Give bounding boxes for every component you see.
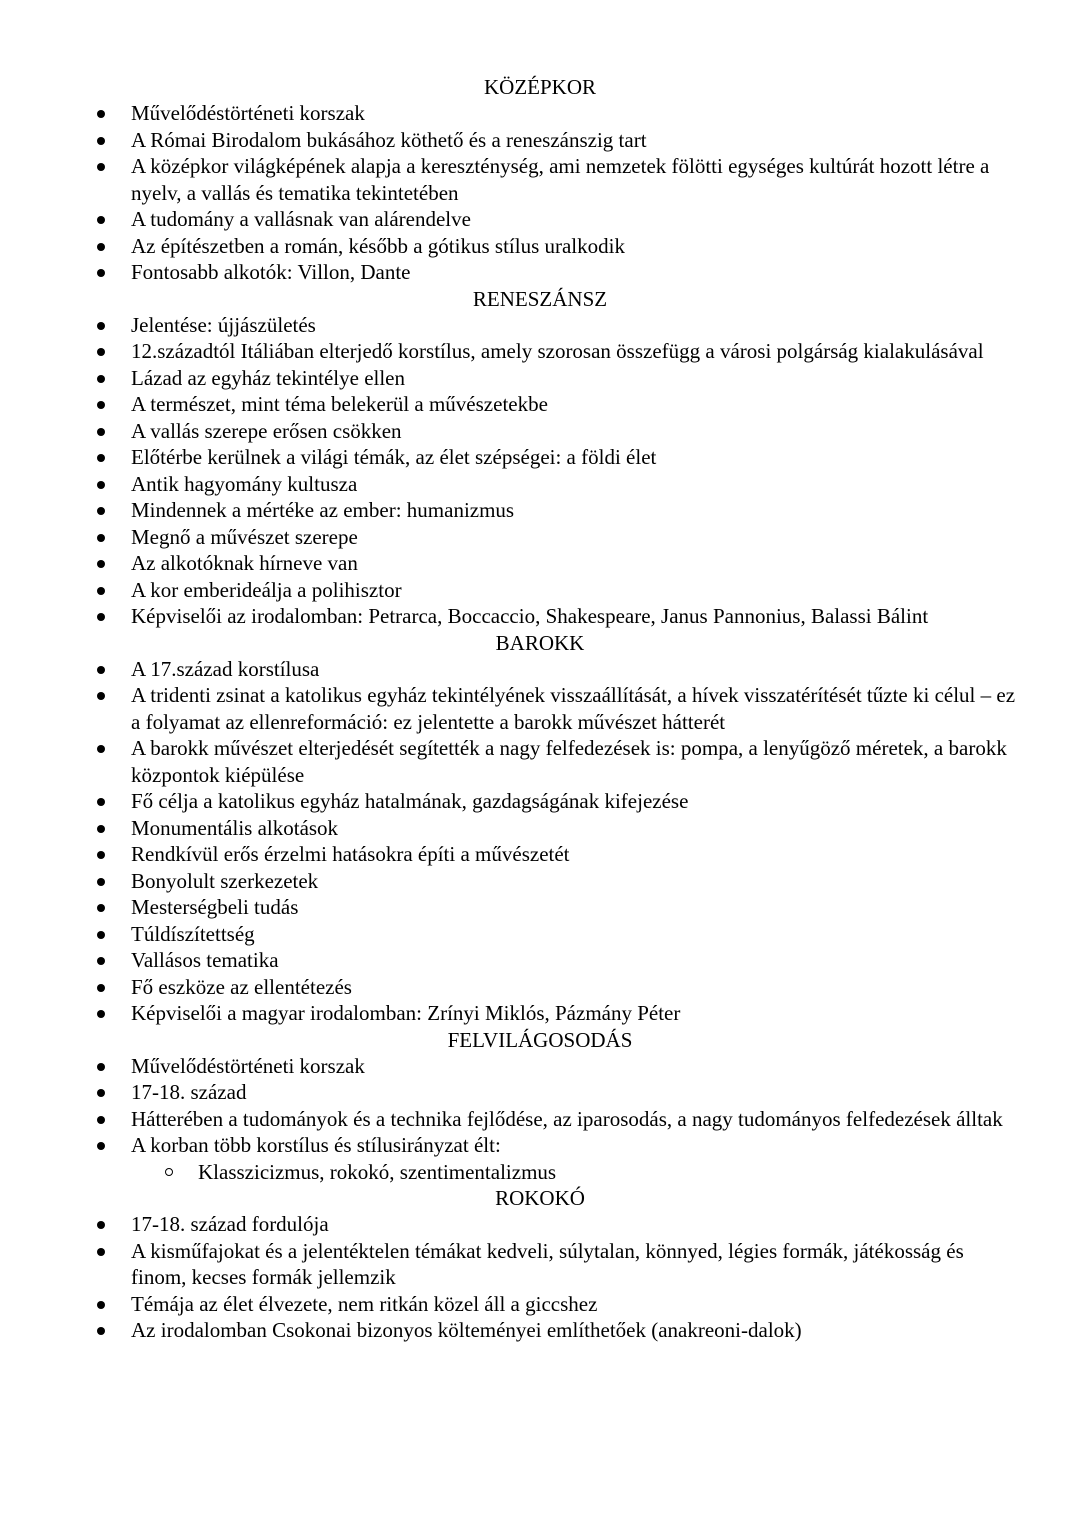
list-item [0, 1317, 1080, 1344]
list-item-text: Az irodalomban Csokonai bizonyos költeményei említhetőek (anakreoni-dalok) [131, 1318, 802, 1342]
sub-list-item [0, 1159, 1020, 1186]
bullet-icon [97, 401, 105, 409]
bullet-icon [97, 587, 105, 595]
list-item [0, 444, 1080, 471]
bullet-icon [97, 666, 105, 674]
list-item-text: 17-18. század [131, 1080, 247, 1104]
list-item-text: A barokk művészet elterjedését segítették a nagy felfedezések is: pompa, a lenyűgöző méretek, a barokk központok kiépülése [131, 736, 1007, 787]
list-item-text: Témája az élet élvezete, nem ritkán közel áll a giccshez [131, 1291, 598, 1316]
section [0, 1027, 1080, 1186]
list-item [0, 100, 1080, 127]
bullet-icon [97, 1116, 105, 1124]
list-item-text: A kor emberideálja a polihisztor [131, 577, 402, 602]
list-item [0, 312, 1080, 339]
list-item [0, 921, 1080, 948]
bullet-icon [97, 613, 105, 621]
list-item-text: Mindennek a mértéke az ember: humanizmus [131, 498, 515, 522]
bullet-list [0, 656, 1080, 1027]
list-item [0, 153, 1080, 206]
section-title: RENESZÁNSZ [472, 286, 608, 311]
bullet-list [0, 1053, 1080, 1186]
list-item-text: Fő célja a katolikus egyház hatalmának, gazdagságának kifejezése [131, 789, 689, 813]
list-item-text: A kisműfajokat és a jelentéktelen témákat kedveli, súlytalan, könnyed, légies formák, játékosság és finom, kecses formák jellemzik [131, 1238, 964, 1289]
list-item-text: Művelődéstörténeti korszak [131, 101, 365, 125]
list-item [0, 868, 1080, 895]
list-item-text: Hátterében a tudományok és a technika fejlődése, az iparosodás, a nagy tudományos felfedezések álltak [131, 1106, 1003, 1131]
bullet-icon [97, 931, 105, 939]
list-item [0, 338, 1080, 365]
list-item [0, 656, 1080, 683]
list-item [0, 1291, 1080, 1318]
list-item-text: Mesterségbeli tudás [131, 895, 299, 919]
section [0, 1185, 1080, 1344]
list-item [0, 127, 1080, 154]
bullet-icon [97, 269, 105, 277]
list-item-text: Antik hagyomány kultusza [131, 471, 358, 496]
list-item [0, 391, 1080, 418]
list-item [0, 471, 1080, 498]
bullet-icon [97, 454, 105, 462]
bullet-icon [97, 322, 105, 330]
bullet-icon [97, 481, 105, 489]
bullet-icon [97, 163, 105, 171]
list-item-text: Lázad az egyház tekintélye ellen [131, 365, 406, 390]
bullet-icon [97, 560, 105, 568]
list-item [0, 947, 1080, 974]
list-item [0, 974, 1080, 1001]
list-item-text: A középkor világképének alapja a kereszténység, ami nemzetek fölötti egységes kultúrát hozott létre a nyelv, a vallás és tematika tekintetében [131, 154, 990, 205]
bullet-icon [97, 1301, 105, 1309]
section-title: FELVILÁGOSODÁS [447, 1027, 633, 1052]
list-item-text: Rendkívül erős érzelmi hatásokra építi a művészetét [131, 842, 570, 866]
list-item [0, 682, 1080, 735]
bullet-icon [97, 745, 105, 753]
bullet-icon [97, 1089, 105, 1097]
bullet-icon [97, 825, 105, 833]
bullet-icon [97, 375, 105, 383]
bullet-icon [97, 216, 105, 224]
bullet-icon [97, 1063, 105, 1071]
list-item [0, 815, 1080, 842]
list-item [0, 1132, 1080, 1185]
bullet-icon [97, 428, 105, 436]
section [0, 630, 1080, 1027]
document-page [0, 74, 1080, 1344]
bullet-icon [97, 984, 105, 992]
bullet-icon [97, 798, 105, 806]
bullet-icon [97, 1248, 105, 1256]
section [0, 74, 1080, 286]
list-item [0, 1053, 1080, 1080]
list-item [0, 1000, 1080, 1027]
list-item-text: A 17.század korstílusa [131, 656, 320, 681]
bullet-icon [97, 243, 105, 251]
list-item-text: Képviselői a magyar irodalomban: Zrínyi Miklós, Pázmány Péter [131, 1001, 681, 1025]
list-item-text: A vallás szerepe erősen csökken [131, 418, 402, 443]
list-item [0, 1106, 1080, 1133]
list-item [0, 550, 1080, 577]
list-item-text: Képviselői az irodalomban: Petrarca, Boccaccio, Shakespeare, Janus Pannonius, Balassi Bálint [131, 604, 929, 628]
bullet-icon [97, 137, 105, 145]
list-item-text: Az alkotóknak hírneve van [131, 551, 358, 575]
list-item [0, 524, 1080, 551]
list-item [0, 1211, 1080, 1238]
bullet-icon [97, 1327, 105, 1335]
list-item [0, 841, 1080, 868]
section [0, 286, 1080, 630]
list-item-text: Az építészetben a román, később a gótikus stílus uralkodik [131, 233, 625, 258]
bullet-icon [97, 878, 105, 886]
list-item-text: A tudomány a vallásnak van alárendelve [131, 207, 471, 231]
bullet-icon [97, 692, 105, 700]
sub-bullet-list [131, 1159, 1020, 1186]
section-title: ROKOKÓ [495, 1186, 585, 1210]
list-item [0, 233, 1080, 260]
list-item-text: Vallásos tematika [131, 948, 279, 972]
bullet-icon [97, 348, 105, 356]
bullet-icon [97, 1142, 105, 1150]
bullet-icon [97, 904, 105, 912]
list-item [0, 577, 1080, 604]
sub-list-item-text: Klasszicizmus, rokokó, szentimentalizmus [198, 1159, 557, 1184]
list-item [0, 894, 1080, 921]
list-item-text: A tridenti zsinat a katolikus egyház tekintélyének visszaállítását, a hívek visszatérítését tűzte ki célul – ez a folyamat az ellenreformáció: ez jelentette a barokk művészet hátterét [131, 683, 1016, 734]
list-item [0, 418, 1080, 445]
list-item [0, 259, 1080, 286]
list-item-text: Fő eszköze az ellentétezés [131, 974, 352, 999]
list-item [0, 1079, 1080, 1106]
list-item-text: 12.századtól Itáliában elterjedő korstílus, amely szorosan összefügg a városi polgárság kialakulásával [131, 339, 984, 363]
bullet-icon [97, 110, 105, 118]
bullet-icon [97, 507, 105, 515]
bullet-icon [97, 851, 105, 859]
list-item [0, 788, 1080, 815]
list-item [0, 365, 1080, 392]
list-item-text: Monumentális alkotások [131, 815, 339, 840]
list-item [0, 497, 1080, 524]
list-item-text: Megnő a művészet szerepe [131, 524, 358, 549]
bullet-icon [97, 957, 105, 965]
list-item-text: Jelentése: újjászületés [131, 312, 316, 337]
section-title: KÖZÉPKOR [483, 75, 596, 99]
bullet-icon [97, 534, 105, 542]
section-title: BAROKK [495, 630, 585, 655]
list-item-text: A korban több korstílus és stílusirányzat élt: [131, 1133, 501, 1157]
list-item-text: Előtérbe kerülnek a világi témák, az élet szépségei: a földi élet [131, 445, 657, 469]
bullet-icon [97, 1010, 105, 1018]
list-item [0, 603, 1080, 630]
list-item-text: A Római Birodalom bukásához köthető és a reneszánszig tart [131, 127, 647, 152]
bullet-list [0, 1211, 1080, 1344]
bullet-list [0, 312, 1080, 630]
list-item-text: Művelődéstörténeti korszak [131, 1053, 365, 1078]
list-item [0, 1238, 1080, 1291]
list-item-text: Fontosabb alkotók: Villon, Dante [131, 260, 411, 284]
list-item [0, 735, 1080, 788]
list-item-text: Bonyolult szerkezetek [131, 868, 319, 893]
list-item [0, 206, 1080, 233]
bullet-list [0, 100, 1080, 286]
circle-bullet-icon [165, 1168, 173, 1176]
list-item-text: A természet, mint téma belekerül a művészetekbe [131, 392, 548, 416]
list-item-text: Túldíszítettség [131, 921, 255, 946]
bullet-icon [97, 1221, 105, 1229]
list-item-text: 17-18. század fordulója [131, 1212, 329, 1236]
